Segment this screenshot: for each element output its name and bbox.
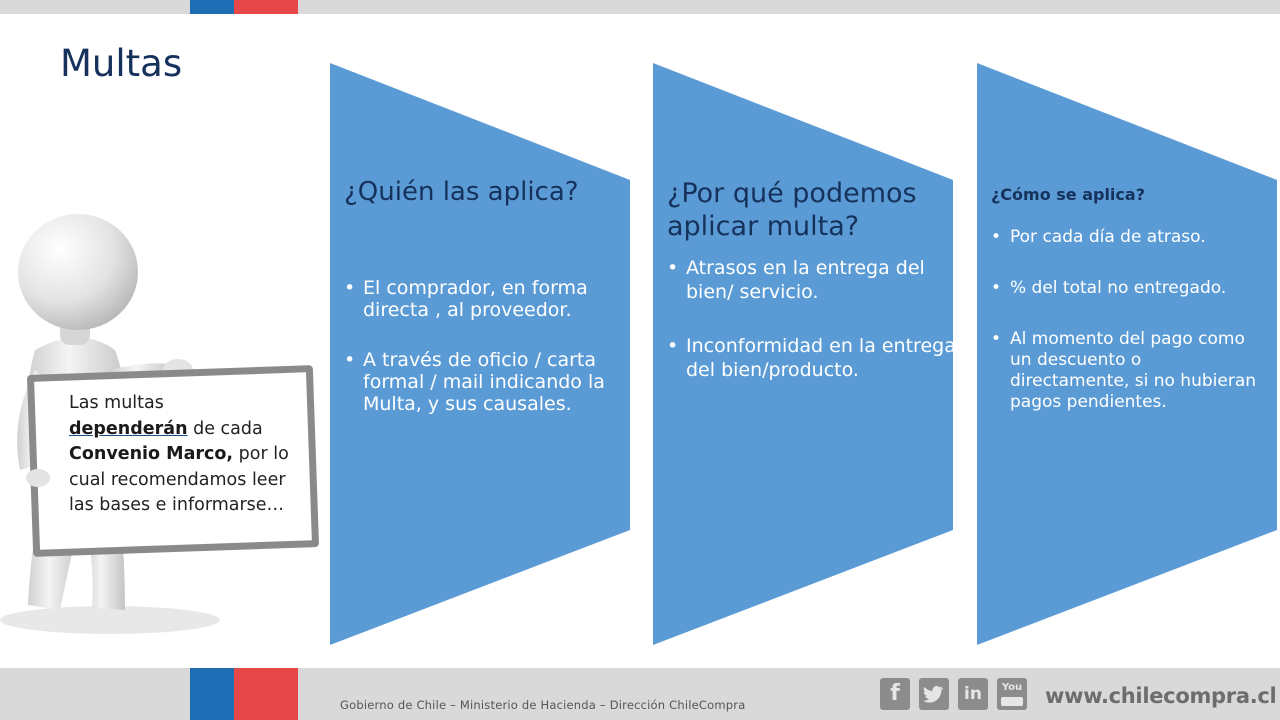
panel-who-list — [344, 277, 634, 415]
bullet-icon: • — [667, 257, 679, 279]
footer-flag-red — [234, 668, 298, 720]
bullet-icon: • — [667, 335, 679, 357]
board-emphasis-convenio: Convenio Marco, — [69, 444, 234, 464]
board-emphasis-depend: dependerán — [69, 418, 188, 439]
bullet-icon: • — [991, 278, 1002, 298]
board-line-1: Las multas — [69, 393, 164, 413]
list-item: • Inconformidad en la entrega del bien/producto. — [667, 335, 956, 381]
list-item: • Por cada día de atraso. — [991, 227, 1206, 247]
list-item: • A través de oficio / carta formal / mail indicando la Multa, y sus causales. — [344, 349, 605, 415]
slide-title: Multas — [60, 42, 183, 85]
panel-why — [667, 177, 957, 412]
list-item: • Al momento del pago como un descuento o directamente, si no hubieran pagos pendientes. — [991, 329, 1257, 412]
facebook-icon[interactable]: f — [880, 678, 910, 710]
panel-why-heading: ¿Por qué podemos aplicar multa? — [667, 178, 917, 242]
bullet-icon: • — [991, 227, 1002, 247]
list-item: • Atrasos en la entrega del bien/ servicio. — [667, 257, 925, 303]
panel-how-list — [991, 227, 1261, 413]
bullet-icon: • — [344, 349, 356, 371]
footer-text: Gobierno de Chile – Ministerio de Hacienda – Dirección ChileCompra — [340, 698, 746, 712]
panel-how — [991, 183, 1261, 443]
panel-how-heading: ¿Cómo se aplica? — [991, 185, 1145, 204]
board-line-2-tail: de cada — [187, 418, 263, 439]
bullet-icon: • — [991, 329, 1002, 349]
panel-who-heading: ¿Quién las aplica? — [344, 177, 579, 207]
site-url-link[interactable]: www.chilecompra.cl — [1045, 684, 1277, 708]
youtube-icon[interactable]: You — [997, 678, 1027, 710]
board-line-3-tail: por lo cual recomendamos leer las bases e informarse… — [69, 444, 289, 515]
list-item: • % del total no entregado. — [991, 278, 1227, 298]
linkedin-icon[interactable]: in — [958, 678, 988, 710]
panel-why-list — [667, 256, 957, 382]
twitter-icon[interactable] — [919, 678, 949, 710]
footer-flag-blue — [190, 668, 234, 720]
list-item: • El comprador, en forma directa , al proveedor. — [344, 277, 588, 321]
panel-who — [344, 176, 634, 443]
bullet-icon: • — [344, 277, 356, 299]
twitter-bird-icon — [919, 678, 949, 710]
